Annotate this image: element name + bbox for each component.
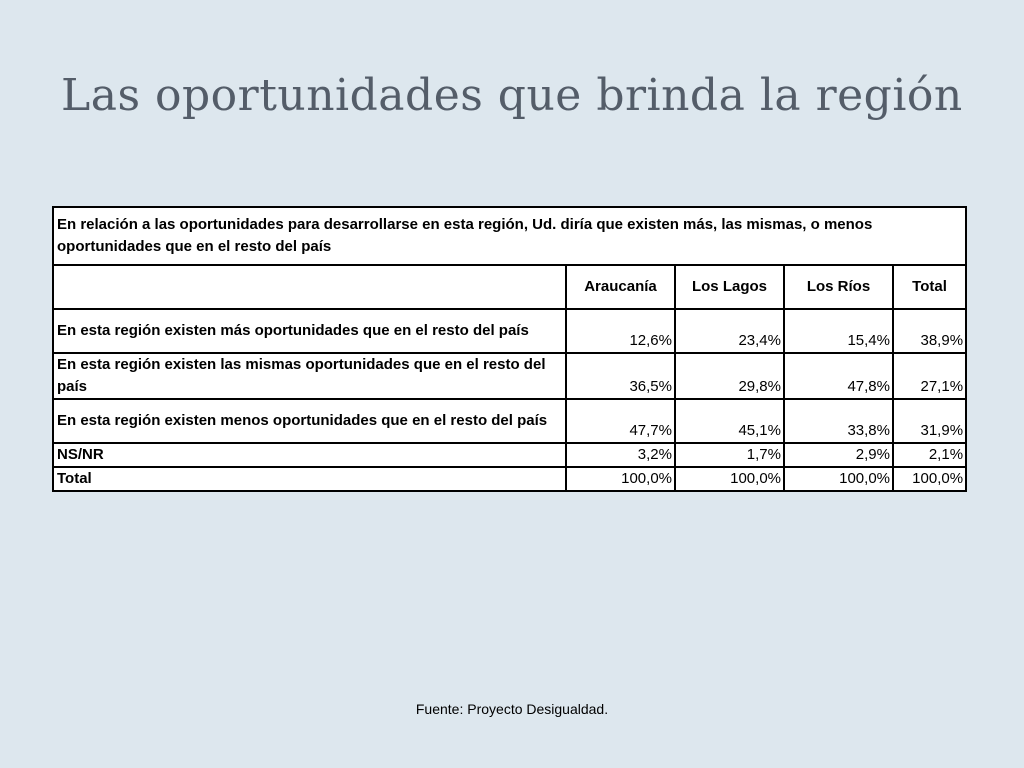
source-note: Fuente: Proyecto Desigualdad. (415, 701, 609, 717)
cell-value: 31,9% (893, 399, 966, 443)
cell-value: 12,6% (566, 309, 675, 353)
cell-value: 15,4% (784, 309, 893, 353)
cell-value: 47,7% (566, 399, 675, 443)
table-row-total (53, 467, 966, 491)
row-label: NS/NR (53, 443, 566, 467)
table-row-less (53, 399, 966, 443)
cell-value: 23,4% (675, 309, 784, 353)
cell-value: 100,0% (566, 467, 675, 491)
cell-value: 3,2% (566, 443, 675, 467)
cell-value: 100,0% (675, 467, 784, 491)
column-header-los-rios: Los Ríos (784, 265, 893, 309)
cell-value: 1,7% (675, 443, 784, 467)
slide-title: Las oportunidades que brinda la región (61, 70, 963, 121)
table-question: En relación a las oportunidades para desarrollarse en esta región, Ud. diría que existen más, las mismas, o menos oportunidades que en el resto del país (53, 207, 966, 265)
cell-value: 2,1% (893, 443, 966, 467)
column-header-araucania: Araucanía (566, 265, 675, 309)
cell-value: 45,1% (675, 399, 784, 443)
cell-value: 29,8% (675, 353, 784, 399)
table-row-more (53, 309, 966, 353)
column-header-row (53, 265, 966, 309)
cell-value: 2,9% (784, 443, 893, 467)
row-label: En esta región existen más oportunidades que en el resto del país (53, 309, 566, 353)
empty-header-cell (53, 265, 566, 309)
column-header-total: Total (893, 265, 966, 309)
cell-value: 100,0% (784, 467, 893, 491)
cell-value: 33,8% (784, 399, 893, 443)
cell-value: 36,5% (566, 353, 675, 399)
cell-value: 38,9% (893, 309, 966, 353)
cell-value: 47,8% (784, 353, 893, 399)
question-row (53, 207, 966, 265)
cell-value: 27,1% (893, 353, 966, 399)
table-row-same (53, 353, 966, 399)
row-label: En esta región existen las mismas oportunidades que en el resto del país (53, 353, 566, 399)
cell-value: 100,0% (893, 467, 966, 491)
row-label: Total (53, 467, 566, 491)
opportunities-table (52, 206, 967, 492)
column-header-los-lagos: Los Lagos (675, 265, 784, 309)
row-label: En esta región existen menos oportunidades que en el resto del país (53, 399, 566, 443)
table-row-nsnr (53, 443, 966, 467)
